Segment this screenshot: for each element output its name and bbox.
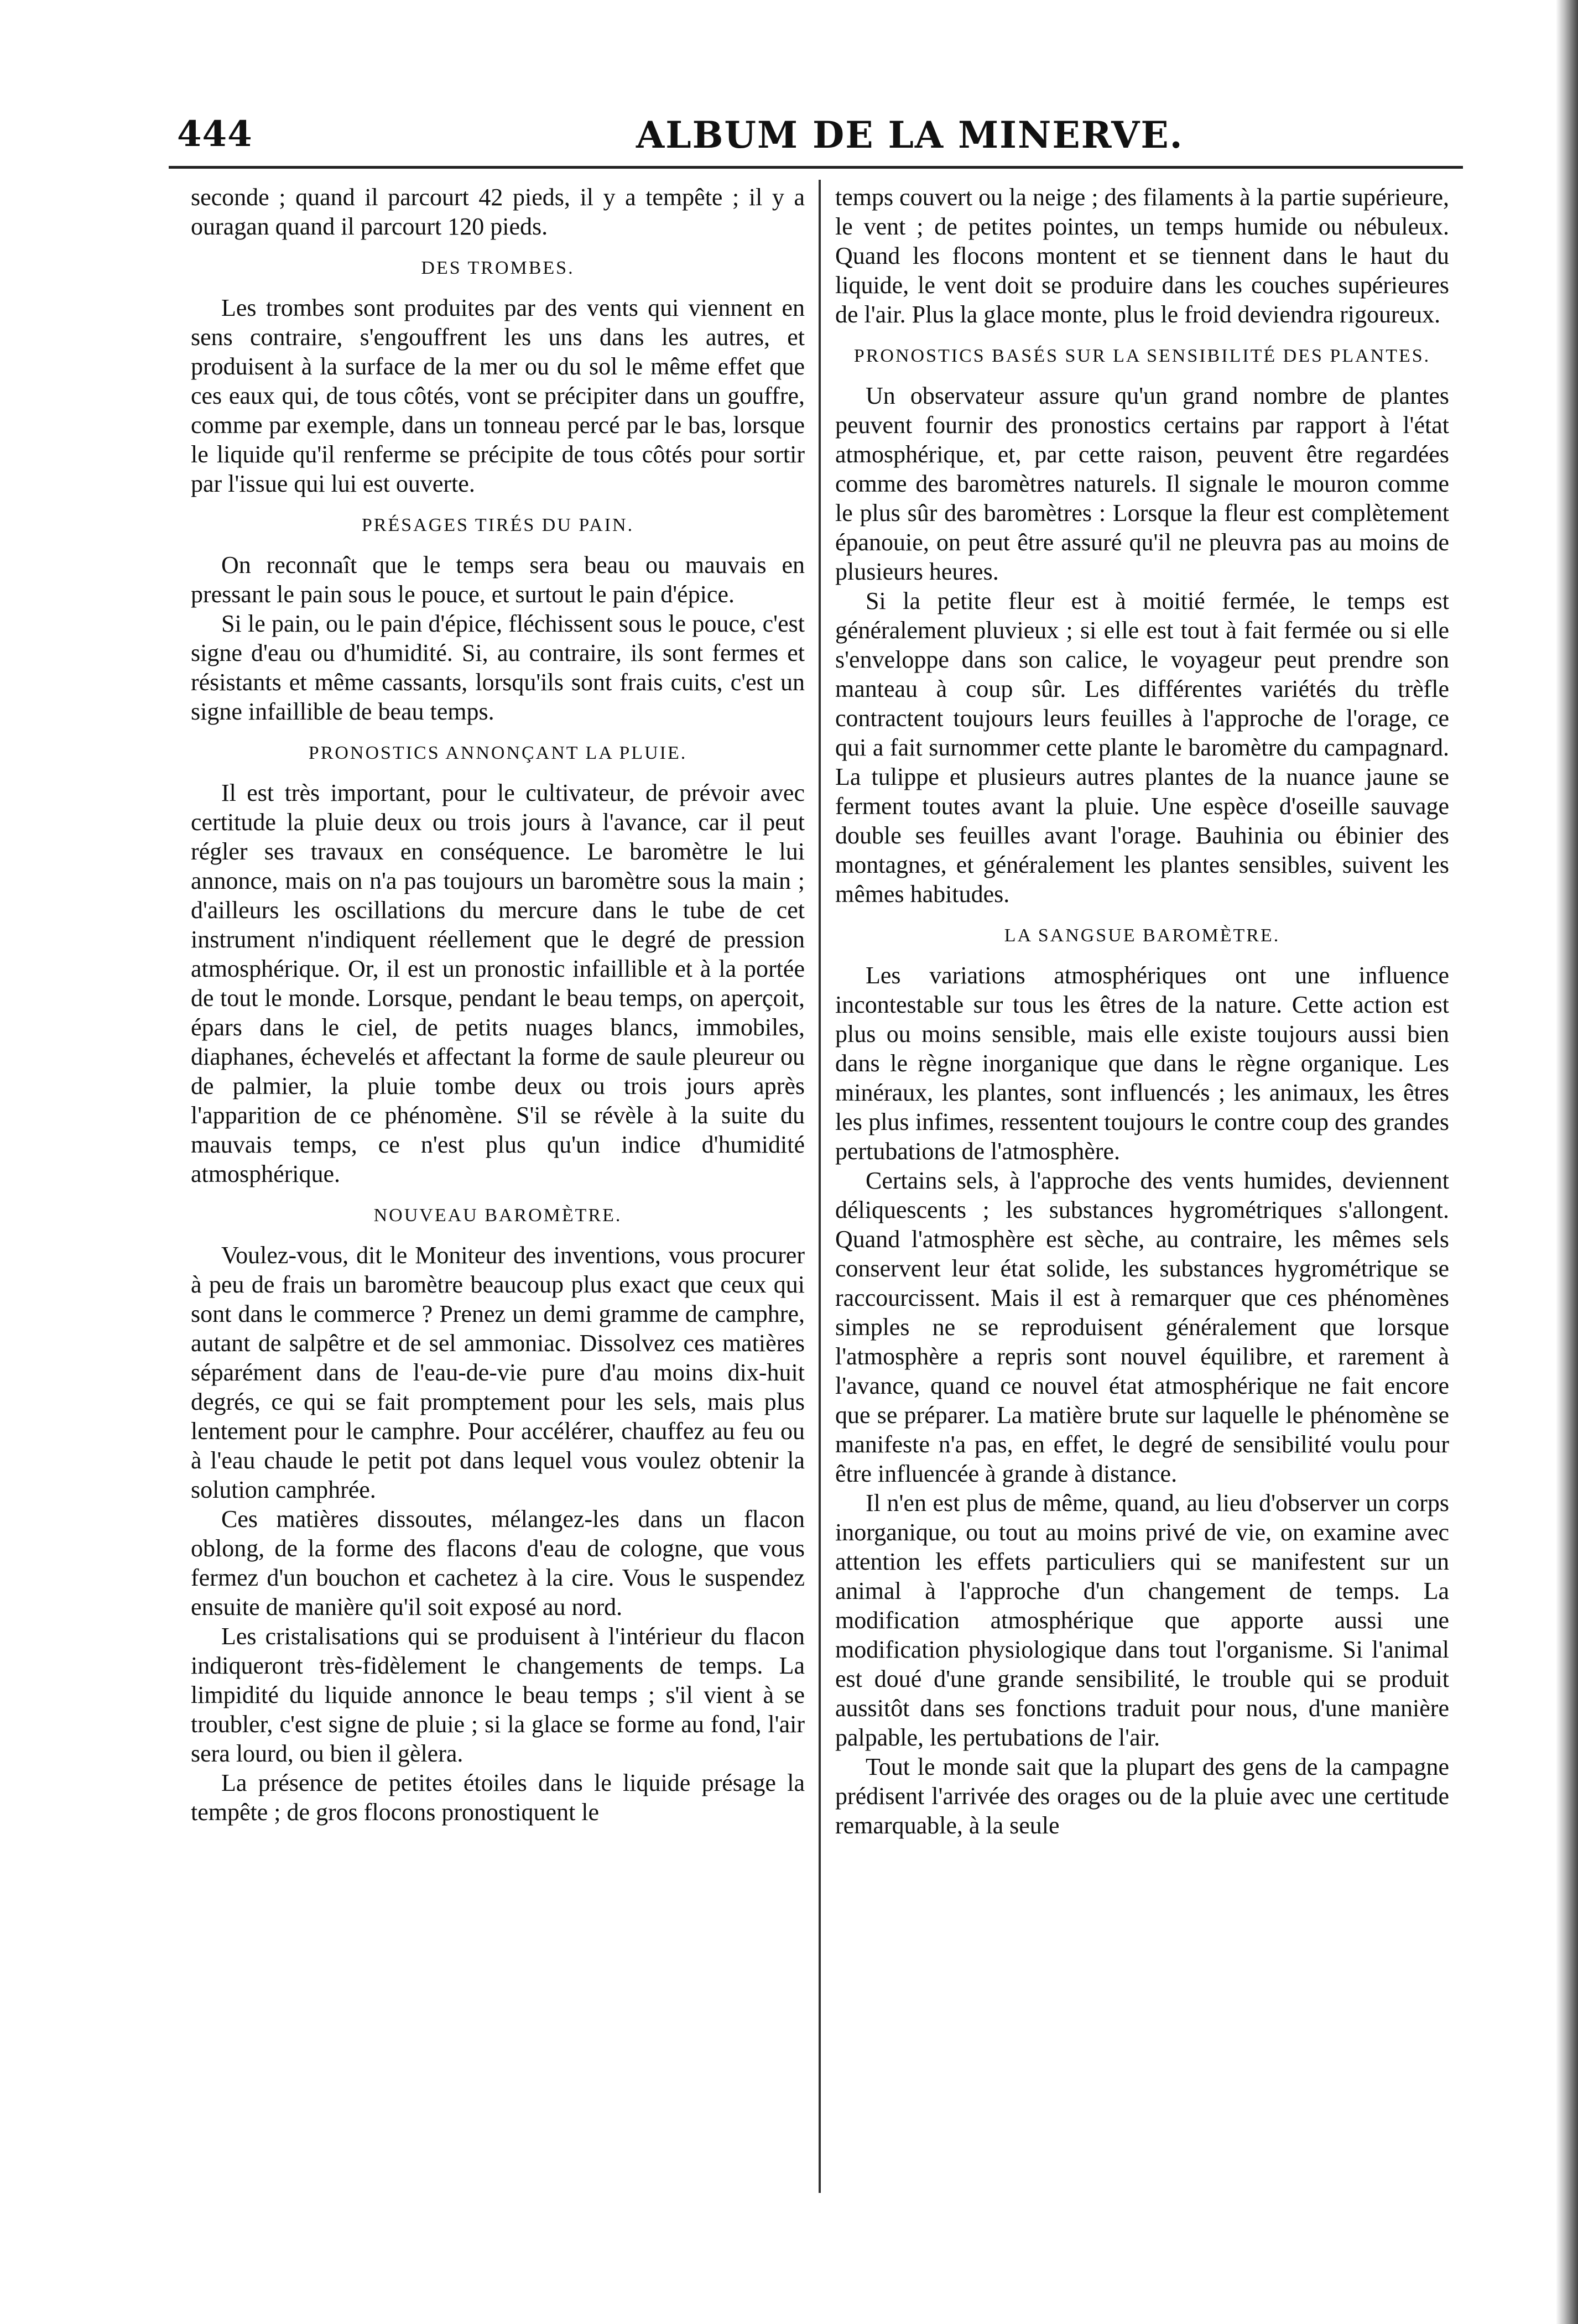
section-heading-sensibilite-plantes: PRONOSTICS BASÉS SUR LA SENSIBILITÉ DES PLANTES. — [853, 346, 1431, 366]
paragraph: Un observateur assure qu'un grand nombre de plantes peuvent fournir des pronostics certains par rapport à l'état atmosphérique, et, par cette raison, peuvent être regardées comme des baromètres naturels. Il signale le mouron comme le plus sûr des baromètres : Lorsque la fleur est complètement épanouie, on peut être assuré qu'il ne pleuvra pas au moins de plusieurs heures. — [835, 382, 1449, 585]
paragraph: Tout le monde sait que la plupart des gens de la campagne prédisent l'arrivée des orages ou de la pluie avec une certitude remarquable, à la seule — [835, 1753, 1449, 1839]
section-heading-pronostics-pluie: PRONOSTICS ANNONÇANT LA PLUIE. — [308, 743, 688, 763]
section-heading-trombes: DES TROMBES. — [421, 258, 575, 278]
right-column — [835, 183, 1449, 2185]
paragraph: temps couvert ou la neige ; des filaments à la partie supérieure, le vent ; de petites pointes, un temps humide ou nébuleux. Quand les flocons montent et se tiennent dans le haut du liquide, le vent doit se produire dans les couches supérieures de l'air. Plus la glace monte, plus le froid deviendra rigoureux. — [835, 184, 1449, 328]
paragraph: Il est très important, pour le cultivateur, de prévoir avec certitude la pluie deux ou trois jours à l'avance, car il peut régler ses travaux en conséquence. Le baromètre le lui annonce, mais on n'a pas toujours un baromètre sous la main ; d'ailleurs les oscillations du mercure dans le tube de cet instrument n'indiquent réellement que le degré de pression atmosphérique. Or, il est un pronostic infaillible et à la portée de tout le monde. Lorsque, pendant le beau temps, on aperçoit, épars dans le ciel, de petits nuages blancs, immobiles, diaphanes, échevelés et affectant la forme de saule pleureur ou de palmier, la pluie tombe deux ou trois jours après l'apparition de ce phénomène. S'il se révèle à la suite du mauvais temps, ce n'est plus qu'un indice d'humidité atmosphérique. — [191, 779, 805, 1187]
paragraph: Ces matières dissoutes, mélangez-les dans un flacon oblong, de la forme des flacons d'eau de cologne, que vous fermez d'un bouchon et cachetez à la cire. Vous le suspendez ensuite de manière qu'il soit exposé au nord. — [191, 1505, 805, 1620]
paragraph: La présence de petites étoiles dans le liquide présage la tempête ; de gros flocons pronostiquent le — [191, 1769, 805, 1826]
header-rule — [169, 166, 1463, 169]
running-title: ALBUM DE LA MINERVE. — [636, 113, 1184, 157]
paragraph: Les variations atmosphériques ont une influence incontestable sur tous les êtres de la nature. Cette action est plus ou moins sensible, mais elle existe toujours aussi bien dans le règne inorganique que dans le règne organique. Les minéraux, les plantes, sont influencés ; les animaux, les êtres les plus infimes, ressentent toujours le contre coup des grandes pertubations de l'atmosphère. — [835, 962, 1449, 1165]
paragraph: Il n'en est plus de même, quand, au lieu d'observer un corps inorganique, ou tout au moins privé de vie, on examine avec attention les effets particuliers qui se manifestent sur un animal à l'approche d'un changement de temps. La modification atmosphérique que apporte aussi une modification physiologique dans tout l'organisme. Si l'animal est doué d'une grande sensibilité, le trouble qui se produit aussitôt dans ses fonctions traduit pour nous, d'une manière palpable, les pertubations de l'air. — [835, 1489, 1449, 1751]
page-edge-shadow — [1556, 0, 1578, 2324]
paragraph: On reconnaît que le temps sera beau ou mauvais en pressant le pain sous le pouce, et surtout le pain d'épice. — [191, 551, 805, 608]
section-heading-sangsue-barometre: LA SANGSUE BAROMÈTRE. — [1004, 925, 1280, 946]
column-divider — [819, 180, 821, 2193]
page-number: 444 — [177, 113, 253, 155]
paragraph: Si le pain, ou le pain d'épice, fléchissent sous le pouce, c'est signe d'eau ou d'humidité. Si, au contraire, ils sont fermes et résistants et même cassants, lorsqu'ils sont frais cuits, c'est un signe infaillible de beau temps. — [191, 610, 805, 725]
section-heading-nouveau-barometre: NOUVEAU BAROMÈTRE. — [373, 1205, 622, 1226]
left-column — [191, 183, 805, 2185]
paragraph: Voulez-vous, dit le Moniteur des inventions, vous procurer à peu de frais un baromètre beaucoup plus exact que ceux qui sont dans le commerce ? Prenez un demi gramme de camphre, autant de salpêtre et de sel ammoniac. Dissolvez ces matières séparément dans de l'eau-de-vie pure d'au moins dix-huit degrés, ce qui se fait promptement pour les sels, mais plus lentement pour le camphre. Pour accélérer, chauffez au feu ou à l'eau chaude le petit pot dans lequel vous voulez obtenir la solution camphrée. — [191, 1242, 805, 1503]
paragraph: seconde ; quand il parcourt 42 pieds, il y a tempête ; il y a ouragan quand il parcourt 120 pieds. — [191, 184, 805, 240]
paragraph: Les trombes sont produites par des vents qui viennent en sens contraire, s'engouffrent les uns dans les autres, et produisent à la surface de la mer ou du sol le même effet que ces eaux qui, de tous côtés, vont se précipiter dans un gouffre, comme par exemple, dans un tonneau percé par le bas, lorsque le liquide qu'il renferme se précipite de tous côtés pour sortir par l'issue qui lui est ouverte. — [191, 294, 805, 497]
paragraph: Si la petite fleur est à moitié fermée, le temps est généralement pluvieux ; si elle est tout à fait fermée ou si elle s'enveloppe dans son calice, le voyageur peut prendre son manteau à coup sûr. Les différentes variétés du trèfle contractent toujours leurs feuilles à l'approche de l'orage, ce qui a fait surnommer cette plante le baromètre du campagnard. La tulippe et plusieurs autres plantes de la nuance jaune se ferment toutes avant la pluie. Une espèce d'oseille sauvage double ses feuilles avant l'orage. Bauhinia ou ébinier des montagnes, et généralement les plantes sensibles, suivent les mêmes habitudes. — [835, 587, 1449, 908]
paragraph: Les cristalisations qui se produisent à l'intérieur du flacon indiqueront très-fidèlement le changements de temps. La limpidité du liquide annonce le beau temps ; s'il vient à se troubler, c'est signe de pluie ; si la glace se forme au fond, l'air sera lourd, ou bien il gèlera. — [191, 1623, 805, 1767]
section-heading-presages-pain: PRÉSAGES TIRÉS DU PAIN. — [361, 515, 634, 535]
paragraph: Certains sels, à l'approche des vents humides, deviennent déliquescents ; les substances hygrométriques s'allongent. Quand l'atmosphère est sèche, au contraire, les mêmes sels conservent leur état solide, les substances hygrométrique se raccourcissent. Mais il est à remarquer que ces phénomènes simples ne se reproduisent généralement que lorsque l'atmosphère a repris sont nouvel équilibre, et rarement à l'avance, quand ce nouvel état atmosphérique ne fait encore que se préparer. La matière brute sur laquelle le phénomène se manifeste n'a pas, en effet, le degré de sensibilité voulu pour être influencée à grande à distance. — [835, 1167, 1449, 1487]
